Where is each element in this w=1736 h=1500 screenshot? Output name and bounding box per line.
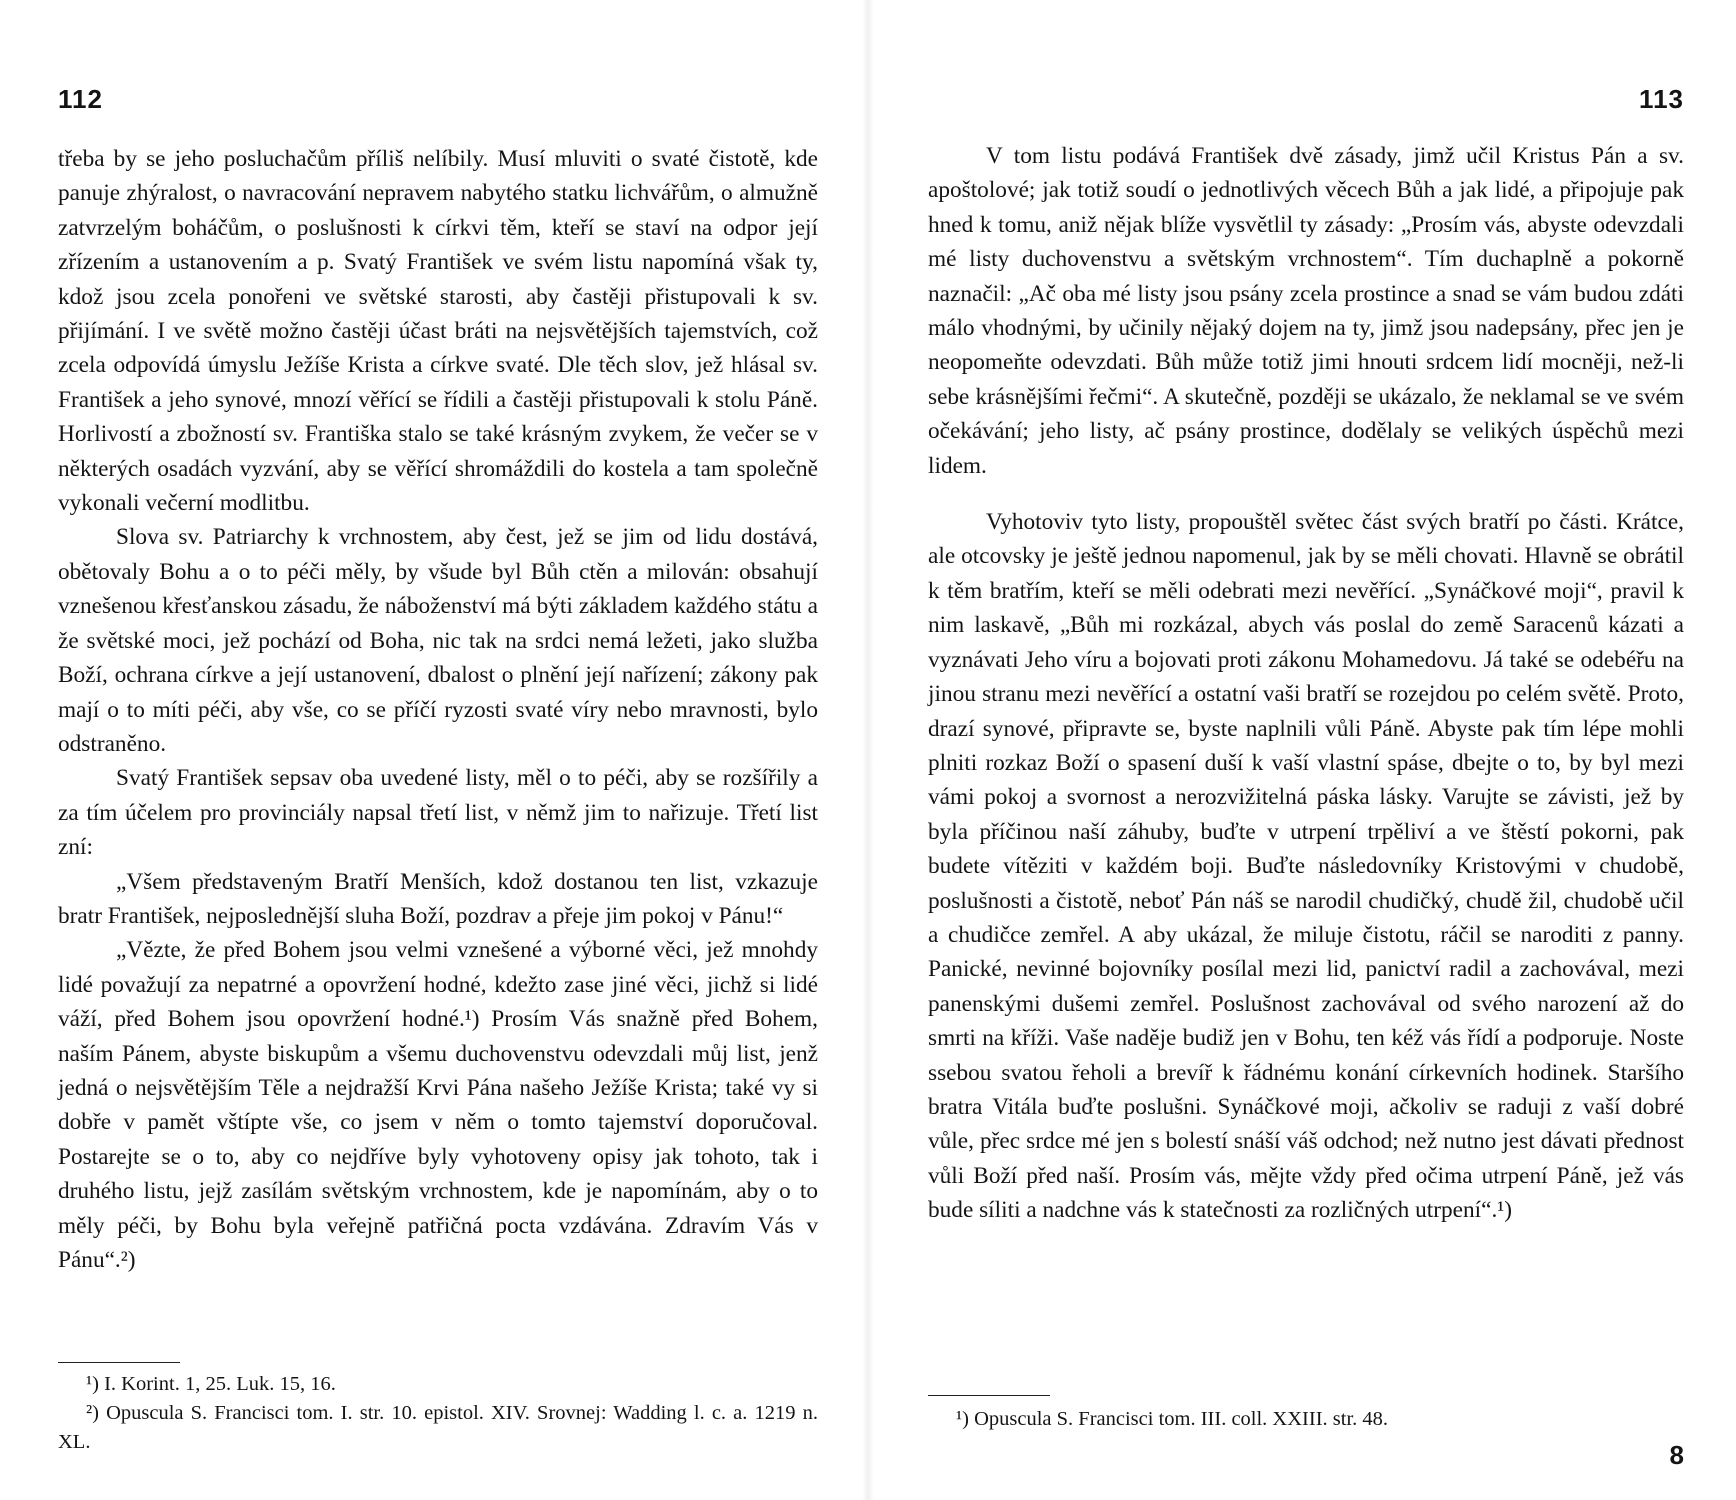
letter-greeting: „Všem představeným Bratří Menších, kdož dostanou ten list, vzkazuje bratr František, nejposlednější sluha Boží, pozdrav a přeje jim pokoj v Pánu!“ bbox=[58, 868, 818, 929]
book-gutter bbox=[862, 0, 874, 1500]
footnote: ¹) I. Korint. 1, 25. Luk. 15, 16. bbox=[86, 1373, 336, 1395]
footnote: ²) Opuscula S. Francisci tom. I. str. 10. epistol. XIV. Srovnej: Wadding l. c. a. 1219 n. XL. bbox=[58, 1402, 818, 1453]
letter-body: „Vězte, že před Bohem jsou velmi vznešené a výborné věci, jež mnohdy lidé považují za nepatrné a opovržení hodné, kdežto zase jiné věci, jichž si lidé váží, před Bohem jsou opovržení hodné.¹) Prosím Vás snažně před Bohem, naším Pánem, abyste biskupům a všemu duchovenstvu odevzdali můj list, jenž jedná o nejsvětějším Těle a nejdražší Krvi Pána našeho Ježíše Krista; také vy si dobře v pamět vštípte vše, co jsem v něm o tomto tajemství doporučoval. Postarejte se o to, aby co nejdříve byly vyhotoveny opisy jak tohoto, tak i druhého listu, jejž zasílám světským vrchnostem, kde je napomínám, aby o to měly péči, by Bohu byla veřejně patřičná pocta vzdávána. Zdravím Vás v Pánu“.²) bbox=[58, 937, 818, 1273]
page-body bbox=[58, 142, 818, 1277]
paragraph: V tom listu podává František dvě zásady, jimž učil Kristus Pán a sv. apoštolové; jak totiž soudí o jednotlivých věcech Bůh a jak lidé, a připojuje pak hned k tomu, aniž nějak blíže vysvětlil ty zásady: „Prosím vás, abyste odevzdali mé listy duchovenstvu a světským vrchnostem“. Tím duchaplně a pokorně naznačil: „Ač oba mé listy jsou psány zcela prostince a snad se vám budou zdáti málo vhodnými, by učinily nějaký dojem na ty, jimž jsou nadepsány, přec jen je neopomeňte odevzdati. Bůh může totiž jimi hnouti srdcem lidí mocněji, než-li sebe krásnějšími řečmi“. A skutečně, později se ukázalo, že neklamal se ve svém očekávání; jeho listy, ač psány prostince, dodělaly se velikých úspěchů mezi lidem. bbox=[928, 143, 1684, 479]
page-body bbox=[928, 139, 1684, 1228]
footnotes bbox=[928, 1405, 1684, 1434]
paragraph: Slova sv. Patriarchy k vrchnostem, aby čest, jež se jim od lidu dostává, obětovaly Bohu a o to péči měly, by všude byl Bůh ctěn a milován: obsahují vznešenou křesťanskou zásadu, že náboženství má býti základem každého státu a že světské moci, jež pochází od Boha, nic tak na srdci nemá ležeti, jako služba Boží, ochrana církve a její ustanovení, dbalost o plnění její nařízení; zákony pak mají o to míti péči, aby vše, co se příčí ryzosti svaté víry nebo mravnosti, bylo odstraněno. bbox=[58, 524, 818, 757]
signature-mark: 8 bbox=[1669, 1440, 1684, 1470]
footnote-rule bbox=[58, 1362, 180, 1363]
page-number: 112 bbox=[58, 84, 103, 114]
footnotes bbox=[58, 1370, 818, 1457]
paragraph: Svatý František sepsav oba uvedené listy, měl o to péči, aby se rozšířily a za tím účelem pro provinciály napsal třetí list, v němž jim to nařizuje. Třetí list zní: bbox=[58, 765, 818, 861]
paragraph: třeba by se jeho posluchačům příliš nelíbily. Musí mluviti o svaté čistotě, kde panuje zhýralost, o navracování nepravem nabytého statku lichvářům, o almužně zatvrzelým boháčům, o poslušnosti k církvi těm, kteří se staví na odpor její zřízením a ustanovením a p. Svatý František ve svém listu napomíná však ty, kdož jsou zcela ponořeni ve světské starosti, aby častěji přistupovali k sv. přijímání. I ve světě možno častěji účast bráti na nejsvětějších tajemstvích, což zcela odpovídá úmyslu Ježíše Krista a církve svaté. Dle těch slov, jež hlásal sv. František a jeho synové, mnozí věřící se řídili a častěji přistupovali k stolu Páně. Horlivostí a zbožností sv. Františka stalo se také krásným zvykem, že večer se v některých osadách vyzvání, aby se věřící shromáždili do kostela a tam společně vykonali večerní modlitbu. bbox=[58, 146, 818, 517]
page-number: 113 bbox=[1639, 84, 1684, 114]
paragraph: Vyhotoviv tyto listy, propouštěl světec část svých bratří po části. Krátce, ale otcovsky je ještě jednou napomenul, jak by se měli chovati. Hlavně se obrátil k těm bratřím, kteří se měli odebrati mezi nevěřící. „Synáčkové moji“, pravil k nim laskavě, „Bůh mi rozkázal, abych vás poslal do země Saracenů kázati a vyznávati Jeho víru a bojovati proti zákonu Mohamedovu. Já také se odebéřu na jinou stranu mezi nevěřící a ostatní vaši bratří se rozejdou po celém světě. Proto, drazí synové, připravte se, byste naplnili vůli Páně. Abyste pak tím lépe mohli plniti rozkaz Boží o spasení duší k vaší vlastní spáse, dbejte o to, by byl mezi vámi pokoj a svornost a nerozvižitelná páska lásky. Varujte se závisti, jež by byla příčinou naší záhuby, buďte v utrpení trpěliví a ve štěstí pokorni, pak budete vítěziti v každém boji. Buďte následovníky Kristovými v chudobě, poslušnosti a čistotě, neboť Pán náš se narodil chudičký, chudě žil, chudobě učil a chudičce zemřel. A aby ukázal, že miluje čistotu, ráčil se naroditi z panny. Panické, nevinné bojovníky posílal mezi lid, panictví radil a zachovával, mezi panenskými dušemi zemřel. Poslušnost zachovával od svého narození až do smrti na kříži. Vaše naděje budiž jen v Bohu, ten kéž vás řídí a podporuje. Noste ssebou svatou řeholi a brevíř k řádnému konání církevních hodinek. Staršího bratra Vitála buďte poslušni. Synáčkové moji, ačkoliv se raduji z vaší dobré vůle, přec srdce mé jen s bolestí snáší váš odchod; než nutno jest dávati přednost vůli Boží před naší. Prosím vás, mějte vždy před očima utrpení Páně, jež vás bude síliti a nadchne vás k statečnosti za rozličných utrpení“.¹) bbox=[928, 509, 1684, 1224]
footnote-rule bbox=[928, 1395, 1050, 1396]
footnote: ¹) Opuscula S. Francisci tom. III. coll. XXIII. str. 48. bbox=[956, 1408, 1389, 1430]
